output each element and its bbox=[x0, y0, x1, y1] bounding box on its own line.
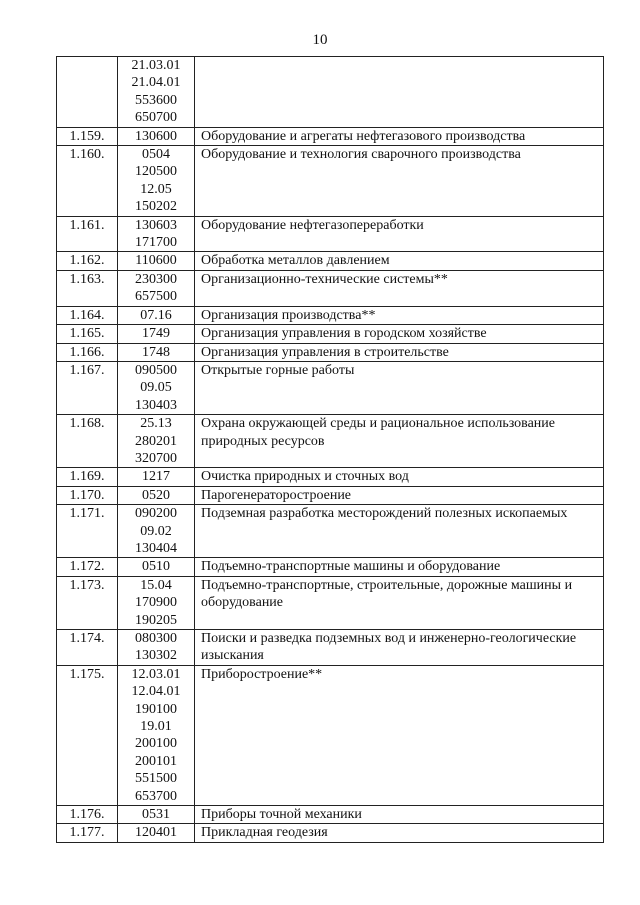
specialty-code: 1217 bbox=[142, 469, 170, 485]
page-number: 10 bbox=[312, 32, 328, 48]
specialty-code: 551500 bbox=[135, 771, 177, 787]
row-number: 1.166. bbox=[57, 343, 118, 361]
table-row bbox=[57, 216, 604, 252]
specialty-codes bbox=[118, 216, 195, 252]
specialty-name: Организационно-технические системы** bbox=[195, 270, 604, 306]
specialty-code: 120401 bbox=[135, 825, 177, 841]
specialty-name: Подъемно-транспортные машины и оборудование bbox=[195, 558, 604, 576]
table-row bbox=[57, 146, 604, 217]
row-number: 1.161. bbox=[57, 216, 118, 252]
table-row bbox=[57, 415, 604, 468]
specialty-code: 200101 bbox=[135, 753, 177, 769]
specialty-codes bbox=[118, 558, 195, 576]
specialty-code: 553600 bbox=[135, 92, 177, 108]
specialty-code: 15.04 bbox=[140, 577, 172, 593]
row-number bbox=[57, 57, 118, 128]
specialty-code: 19.01 bbox=[140, 719, 172, 735]
specialty-code: 0504 bbox=[142, 147, 170, 163]
specialty-codes bbox=[118, 486, 195, 504]
specialty-name: Организация производства** bbox=[195, 306, 604, 324]
table-row bbox=[57, 576, 604, 629]
table-row bbox=[57, 361, 604, 414]
specialty-code: 130403 bbox=[135, 397, 177, 413]
specialty-name: Оборудование нефтегазопереработки bbox=[195, 216, 604, 252]
specialty-codes bbox=[118, 415, 195, 468]
specialty-code: 190100 bbox=[135, 701, 177, 717]
row-number: 1.165. bbox=[57, 325, 118, 343]
row-number: 1.167. bbox=[57, 361, 118, 414]
specialty-name: Прикладная геодезия bbox=[195, 824, 604, 842]
specialty-code: 0510 bbox=[142, 559, 170, 575]
specialty-name: Очистка природных и сточных вод bbox=[195, 468, 604, 486]
specialty-code: 190205 bbox=[135, 612, 177, 628]
specialties-table bbox=[56, 56, 604, 843]
table-row bbox=[57, 824, 604, 842]
specialty-name: Оборудование и агрегаты нефтегазового производства bbox=[195, 127, 604, 145]
table-row bbox=[57, 630, 604, 666]
specialty-name: Обработка металлов давлением bbox=[195, 252, 604, 270]
table-row bbox=[57, 127, 604, 145]
specialty-name: Приборы точной механики bbox=[195, 806, 604, 824]
specialty-code: 130404 bbox=[135, 540, 177, 556]
specialty-name: Организация управления в строительстве bbox=[195, 343, 604, 361]
specialty-code: 110600 bbox=[135, 253, 177, 269]
specialty-code: 21.04.01 bbox=[131, 75, 181, 91]
specialty-codes bbox=[118, 630, 195, 666]
specialty-codes bbox=[118, 306, 195, 324]
table-row bbox=[57, 270, 604, 306]
specialty-code: 12.04.01 bbox=[131, 684, 181, 700]
specialty-code: 09.05 bbox=[140, 380, 172, 396]
specialty-code: 200100 bbox=[135, 736, 177, 752]
specialty-code: 130600 bbox=[135, 128, 177, 144]
table-row bbox=[57, 486, 604, 504]
specialty-codes bbox=[118, 57, 195, 128]
row-number: 1.171. bbox=[57, 505, 118, 558]
table-row bbox=[57, 505, 604, 558]
specialty-name: Организация управления в городском хозяйстве bbox=[195, 325, 604, 343]
table-row bbox=[57, 806, 604, 824]
specialty-name: Открытые горные работы bbox=[195, 361, 604, 414]
specialty-name: Парогенераторостроение bbox=[195, 486, 604, 504]
specialty-code: 150202 bbox=[135, 199, 177, 215]
row-number: 1.159. bbox=[57, 127, 118, 145]
specialty-name: Поиски и разведка подземных вод и инженерно-геологические изыскания bbox=[195, 630, 604, 666]
specialty-name bbox=[195, 57, 604, 128]
specialty-code: 09.02 bbox=[140, 523, 172, 539]
row-number: 1.168. bbox=[57, 415, 118, 468]
row-number: 1.164. bbox=[57, 306, 118, 324]
specialty-codes bbox=[118, 252, 195, 270]
specialty-code: 080300 bbox=[135, 631, 177, 646]
row-number: 1.169. bbox=[57, 468, 118, 486]
specialty-code: 170900 bbox=[135, 595, 177, 611]
specialty-code: 320700 bbox=[135, 450, 177, 466]
specialty-code: 0531 bbox=[142, 807, 170, 823]
specialty-codes bbox=[118, 824, 195, 842]
row-number: 1.175. bbox=[57, 665, 118, 805]
specialty-codes bbox=[118, 127, 195, 145]
specialty-code: 280201 bbox=[135, 433, 177, 449]
specialty-name: Приборостроение** bbox=[195, 665, 604, 805]
specialty-codes bbox=[118, 505, 195, 558]
table-row bbox=[57, 252, 604, 270]
specialty-code: 0520 bbox=[142, 487, 170, 503]
table-body bbox=[57, 57, 604, 843]
specialty-name: Оборудование и технология сварочного производства bbox=[195, 146, 604, 217]
specialty-code: 090500 bbox=[135, 362, 177, 378]
table-row bbox=[57, 558, 604, 576]
row-number: 1.172. bbox=[57, 558, 118, 576]
table-row bbox=[57, 325, 604, 343]
row-number: 1.162. bbox=[57, 252, 118, 270]
specialty-name: Подземная разработка месторождений полезных ископаемых bbox=[195, 505, 604, 558]
specialty-codes bbox=[118, 146, 195, 217]
specialty-code: 21.03.01 bbox=[131, 58, 181, 73]
specialty-code: 12.03.01 bbox=[131, 666, 181, 682]
row-number: 1.163. bbox=[57, 270, 118, 306]
specialty-code: 12.05 bbox=[140, 181, 172, 197]
specialty-code: 07.16 bbox=[140, 307, 172, 323]
specialty-codes bbox=[118, 665, 195, 805]
specialty-codes bbox=[118, 468, 195, 486]
specialty-codes bbox=[118, 361, 195, 414]
row-number: 1.176. bbox=[57, 806, 118, 824]
table-row bbox=[57, 468, 604, 486]
table-row bbox=[57, 306, 604, 324]
specialty-code: 171700 bbox=[135, 235, 177, 251]
specialty-codes bbox=[118, 806, 195, 824]
table-row bbox=[57, 665, 604, 805]
specialty-code: 650700 bbox=[135, 110, 177, 126]
specialty-codes bbox=[118, 325, 195, 343]
specialty-code: 1748 bbox=[142, 344, 170, 360]
row-number: 1.173. bbox=[57, 576, 118, 629]
specialty-code: 090200 bbox=[135, 506, 177, 522]
specialty-code: 130603 bbox=[135, 217, 177, 233]
row-number: 1.160. bbox=[57, 146, 118, 217]
row-number: 1.170. bbox=[57, 486, 118, 504]
specialty-codes bbox=[118, 576, 195, 629]
specialty-code: 25.13 bbox=[140, 416, 172, 432]
specialty-codes bbox=[118, 270, 195, 306]
specialty-code: 1749 bbox=[142, 326, 170, 342]
specialty-code: 657500 bbox=[135, 289, 177, 305]
table-row bbox=[57, 57, 604, 128]
specialty-code: 130302 bbox=[135, 648, 177, 664]
specialty-code: 230300 bbox=[135, 271, 177, 287]
specialty-name: Подъемно-транспортные, строительные, дорожные машины и оборудование bbox=[195, 576, 604, 629]
specialty-codes bbox=[118, 343, 195, 361]
row-number: 1.174. bbox=[57, 630, 118, 666]
table-row bbox=[57, 343, 604, 361]
specialty-name: Охрана окружающей среды и рациональное использование природных ресурсов bbox=[195, 415, 604, 468]
specialty-code: 120500 bbox=[135, 164, 177, 180]
specialty-code: 653700 bbox=[135, 788, 177, 804]
row-number: 1.177. bbox=[57, 824, 118, 842]
